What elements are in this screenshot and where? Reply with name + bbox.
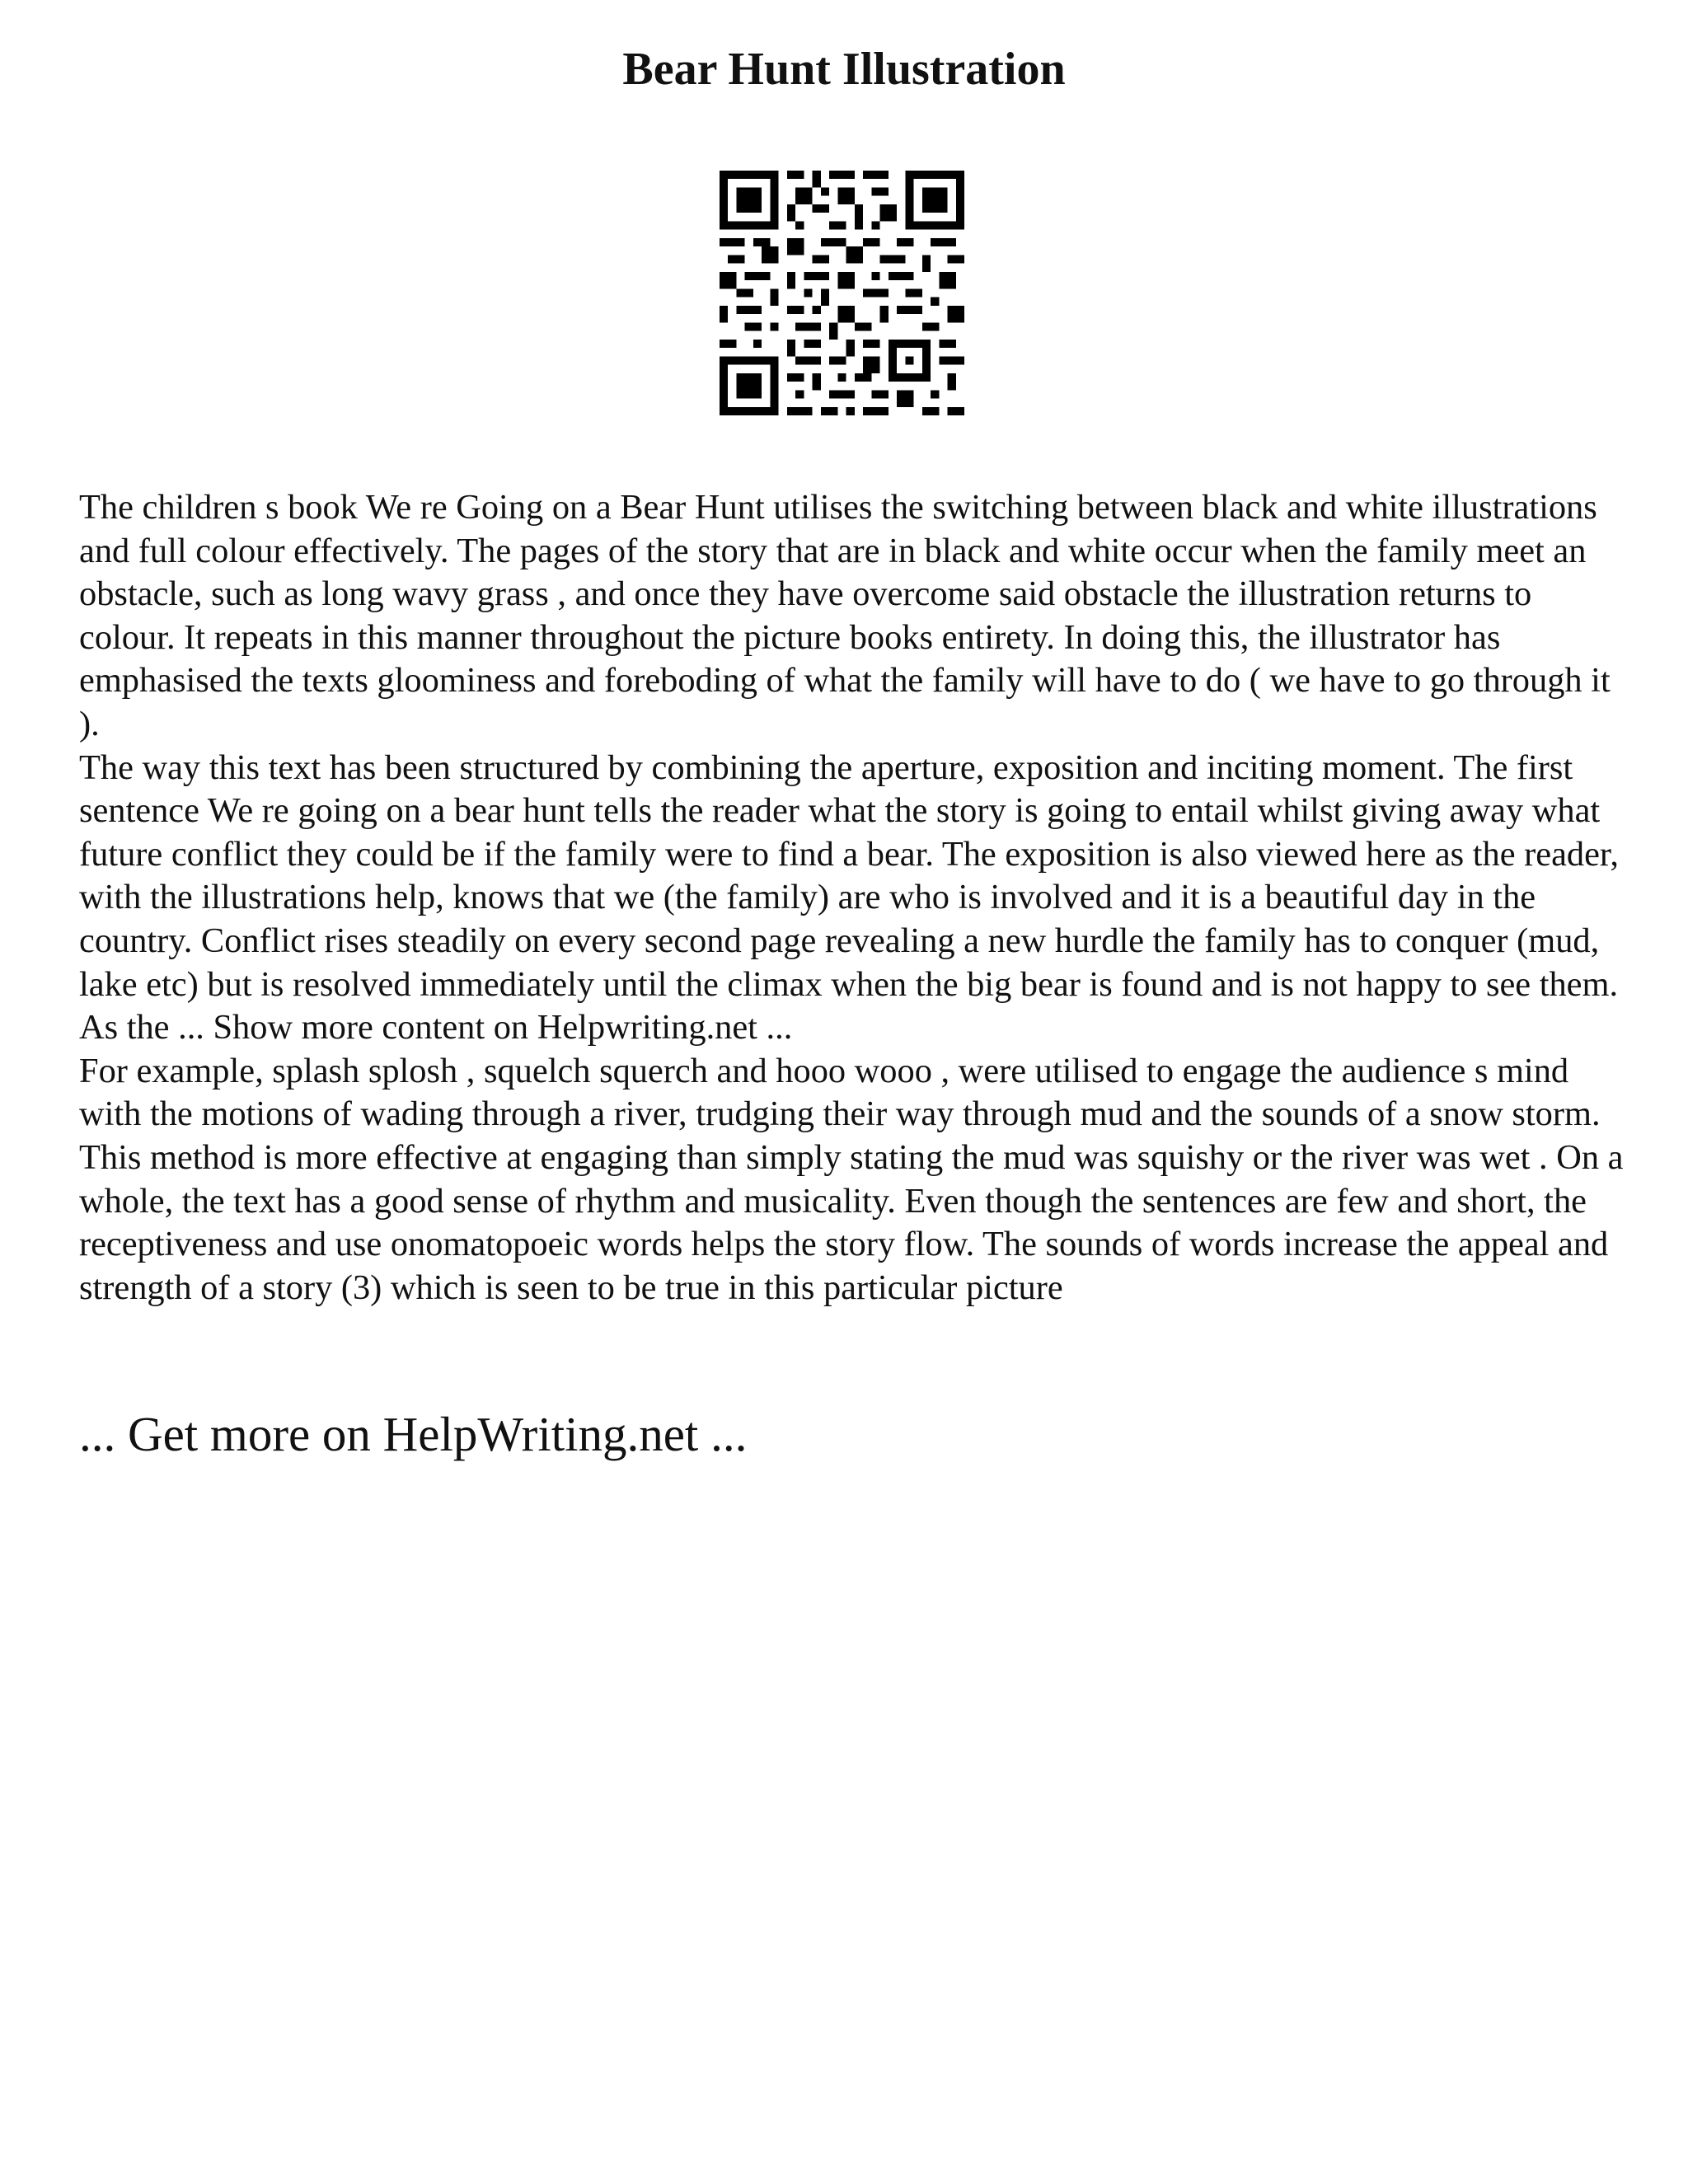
article-body: [79, 486, 1629, 1310]
paragraph-2: The way this text has been structured by combining the aperture, exposition and inciting moment. The first sentence We re going on a bear hunt tells the reader what the story is going to entail whilst giving away what future conflict they could be if the family were to find a bear. The exposition is also viewed here as the reader, with the illustrations help, knows that we (the family) are who is involved and it is a beautiful day in the country. Conflict rises steadily on every second page revealing a new hurdle the family has to conquer (mud, lake etc) but is resolved immediately until the climax when the big bear is found and is not happy to see them. As the ... Show more content on Helpwriting.net ...: [79, 748, 1619, 1047]
paragraph-1: The children s book We re Going on a Bear Hunt utilises the switching between black and white illustrations and full colour effectively. The pages of the story that are in black and white occur when the family meet an obstacle, such as long wavy grass , and once they have overcome said obstacle the illustration returns to colour. It repeats in this manner throughout the picture books entirety. In doing this, the illustrator has emphasised the texts gloominess and foreboding of what the family will have to do ( we have to go through it ).: [79, 488, 1611, 743]
page-title: Bear Hunt Illustration: [622, 44, 1066, 95]
paragraph-3: For example, splash splosh , squelch squerch and hooo wooo , were utilised to engage the audience s mind with the motions of wading through a river, trudging their way through mud and the sounds of a snow storm. This method is more effective at engaging than simply stating the mud was squishy or the river was wet . On a whole, the text has a good sense of rhythm and musicality. Even though the sentences are few and short, the receptiveness and use onomatopoeic words helps the story flow. The sounds of words increase the appeal and strength of a story (3) which is seen to be true in this particular picture: [79, 1051, 1624, 1307]
get-more-link[interactable]: ... Get more on HelpWriting.net ...: [79, 1407, 748, 1461]
qr-code-icon[interactable]: [720, 171, 964, 415]
